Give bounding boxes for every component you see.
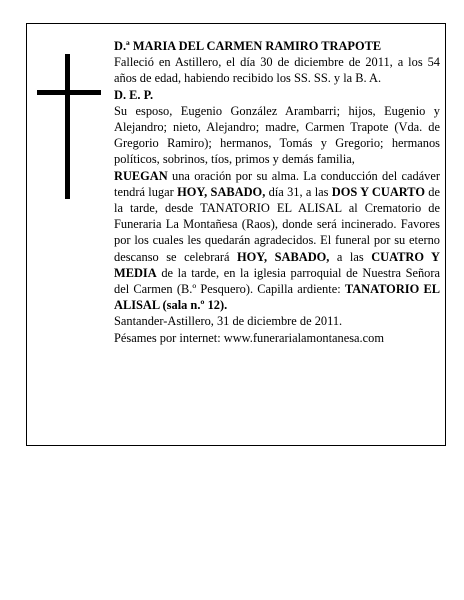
condolences-line: Pésames por internet: www.funerarialamontanesa.com — [114, 330, 384, 345]
family-list: Su esposo, Eugenio González Arambarri; hijos, Eugenio y Alejandro; nieto, Alejandro; madre, Carmen Trapote (Vda. de Gregorio Ramiro); hermanos, Tomás y Gregorio; hermanos políticos, sobrinos, tíos, primos y demás familia, — [114, 103, 440, 167]
obituary-text — [114, 38, 440, 346]
dep-line: D. E. P. — [114, 87, 154, 102]
place-date: Santander-Astillero, 31 de diciembre de 2011. — [114, 314, 343, 329]
ceremony-details: RUEGAN una oración por su alma. La conducción del cadáver tendrá lugar HOY, SABADO, día 31, a las DOS Y CUARTO de la tarde, desde TANATORIO EL ALISAL al Crematorio de Funeraria La Montañesa (Raos), donde será incinerado. Favores por los cuales les quedarán agradecidos. El funeral por su eterno descanso se celebrará HOY, SABADO, a las CUATRO Y MEDIA de la tarde, en la iglesia parroquial de Nuestra Señora del Carmen (B.º Pesquero). Capilla ardiente: TANATORIO EL ALISAL (sala n.º 12). — [114, 168, 440, 313]
deceased-name: D.ª MARIA DEL CARMEN RAMIRO TRAPOTE — [114, 39, 382, 53]
cross-icon — [37, 54, 101, 199]
obituary-frame — [26, 23, 446, 446]
death-line: Falleció en Astillero, el día 30 de diciembre de 2011, a los 54 años de edad, habiendo recibido los SS. SS. y la B. A. — [114, 55, 440, 86]
